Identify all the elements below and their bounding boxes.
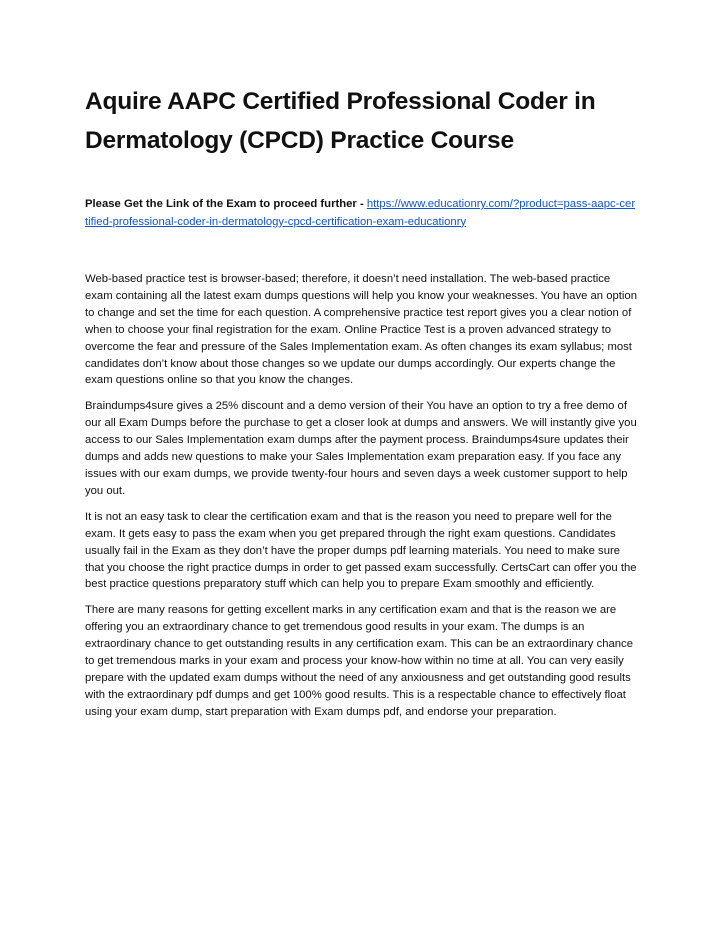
paragraph: It is not an easy task to clear the certification exam and that is the reason you need to prepare well for the exam. It gets easy to pass the exam when you get prepared through the right exam questions. Candidates usually fail in the Exam as they don’t have the proper dumps pdf learning materials. You need to make sure that you choose the right practice dumps in order to get passed exam successfully. CertsCart can offer you the best practice questions preparatory stuff which can help you to prepare Exam smoothly and efficiently.: [85, 510, 637, 591]
paragraph: Braindumps4sure gives a 25% discount and a demo version of their You have an option to try a free demo of our all Exam Dumps before the purchase to get a closer look at dumps and answers. We will instantly give you access to our Sales Implementation exam dumps after the payment process. Braindumps4sure updates their dumps and adds new questions to make your Sales Implementation exam preparation easy. If you face any issues with our exam dumps, we provide twenty-four hours and seven days a week customer support to help you out.: [85, 400, 637, 497]
document-page: [85, 82, 637, 730]
body-text: [85, 271, 637, 721]
paragraph: Web-based practice test is browser-based; therefore, it doesn’t need installation. The web-based practice exam containing all the latest exam dumps questions will help you know your weaknesses. You have an option to change and set the time for each question. A comprehensive practice test report gives you a clear notion of when to choose your final registration for the exam. Online Practice Test is a proven advanced strategy to overcome the fear and pressure of the Sales Implementation exam. As often changes its exam syllabus; most candidates don’t know about those changes so we update our dumps accordingly. Our experts change the exam questions online so that you know the changes.: [85, 273, 637, 387]
page-title: Aquire AAPC Certified Professional Coder in Dermatology (CPCD) Practice Course: [85, 88, 596, 154]
exam-link[interactable]: https://www.educationry.com/?product=pass-aapc-certified-professional-coder-in-dermatology-cpcd-certification-exam-educationry: [85, 198, 636, 228]
link-lead-text: Please Get the Link of the Exam to proceed further -: [85, 198, 367, 210]
paragraph: There are many reasons for getting excellent marks in any certification exam and that is the reason we are offering you an extraordinary chance to get tremendous good results in your exam. The dumps is an extraordinary chance to get outstanding results in any certification exam. This can be an extraordinary chance to get tremendous marks in your exam and process your know-how within no time at all. You can very easily prepare with the updated exam dumps without the need of any anxiousness and get outstanding good results with the extraordinary pdf dumps and get 100% good results. This is a respectable chance to effectively float using your exam dump, start preparation with Exam dumps pdf, and endorse your preparation.: [85, 604, 633, 718]
exam-link-block: [85, 196, 637, 231]
